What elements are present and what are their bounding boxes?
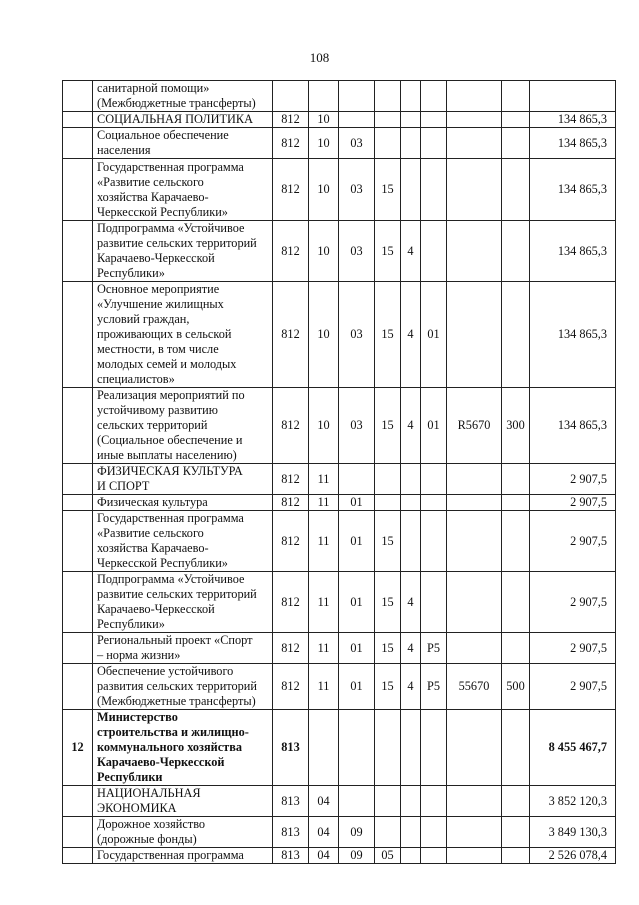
subprogram-code-cell: 4 (401, 633, 421, 664)
direction-code-cell: 55670 (447, 664, 502, 710)
item-name-cell: санитарной помощи» (Межбюджетные трансферты) (93, 81, 273, 112)
ministry-code-cell: 812 (273, 633, 309, 664)
subprogram-code-cell (401, 495, 421, 511)
subprogram-code-cell (401, 464, 421, 495)
activity-code-cell: 01 (421, 388, 447, 464)
ministry-code-cell: 812 (273, 572, 309, 633)
ministry-code-cell: 812 (273, 112, 309, 128)
expense-type-code-cell (502, 511, 530, 572)
activity-code-cell: 01 (421, 282, 447, 388)
expense-type-code-cell (502, 221, 530, 282)
amount-cell: 2 526 078,4 (530, 848, 616, 864)
subprogram-code-cell: 4 (401, 664, 421, 710)
section-code-cell: 04 (309, 817, 339, 848)
ministry-code-cell: 813 (273, 710, 309, 786)
section-code-cell: 11 (309, 664, 339, 710)
expense-type-code-cell (502, 572, 530, 633)
direction-code-cell (447, 633, 502, 664)
item-name-cell: Государственная программа «Развитие сельского хозяйства Карачаево- Черкесской Республики» (93, 159, 273, 221)
program-code-cell: 15 (375, 221, 401, 282)
item-name-cell: Подпрограмма «Устойчивое развитие сельских территорий Карачаево-Черкесской Республики» (93, 572, 273, 633)
section-code-cell: 10 (309, 112, 339, 128)
item-name-cell: СОЦИАЛЬНАЯ ПОЛИТИКА (93, 112, 273, 128)
activity-code-cell (421, 159, 447, 221)
row-number-cell (63, 786, 93, 817)
subprogram-code-cell (401, 81, 421, 112)
program-code-cell: 05 (375, 848, 401, 864)
subprogram-code-cell (401, 511, 421, 572)
table-row (63, 511, 616, 572)
section-code-cell: 10 (309, 159, 339, 221)
section-code-cell: 10 (309, 221, 339, 282)
subprogram-code-cell: 4 (401, 388, 421, 464)
amount-cell: 134 865,3 (530, 221, 616, 282)
section-code-cell: 11 (309, 495, 339, 511)
expense-type-code-cell (502, 848, 530, 864)
direction-code-cell (447, 159, 502, 221)
subsection-code-cell: 09 (339, 848, 375, 864)
item-name-cell: Социальное обеспечение населения (93, 128, 273, 159)
program-code-cell: 15 (375, 633, 401, 664)
expense-type-code-cell: 500 (502, 664, 530, 710)
amount-cell: 134 865,3 (530, 112, 616, 128)
amount-cell: 8 455 467,7 (530, 710, 616, 786)
activity-code-cell (421, 511, 447, 572)
ministry-code-cell: 812 (273, 282, 309, 388)
program-code-cell (375, 495, 401, 511)
table-row (63, 786, 616, 817)
activity-code-cell (421, 817, 447, 848)
program-code-cell: 15 (375, 572, 401, 633)
expense-type-code-cell (502, 710, 530, 786)
ministry-code-cell: 812 (273, 159, 309, 221)
program-code-cell: 15 (375, 159, 401, 221)
row-number-cell (63, 112, 93, 128)
program-code-cell: 15 (375, 388, 401, 464)
direction-code-cell (447, 817, 502, 848)
expense-type-code-cell (502, 112, 530, 128)
row-number-cell (63, 495, 93, 511)
program-code-cell: 15 (375, 511, 401, 572)
row-number-cell: 12 (63, 710, 93, 786)
section-code-cell (309, 81, 339, 112)
program-code-cell (375, 464, 401, 495)
activity-code-cell: P5 (421, 633, 447, 664)
subprogram-code-cell (401, 786, 421, 817)
direction-code-cell (447, 81, 502, 112)
table-row (63, 633, 616, 664)
page-number: 108 (309, 50, 330, 65)
table-row (63, 572, 616, 633)
expense-type-code-cell: 300 (502, 388, 530, 464)
program-code-cell (375, 112, 401, 128)
ministry-code-cell (273, 81, 309, 112)
ministry-code-cell: 812 (273, 388, 309, 464)
item-name-cell: Государственная программа «Развитие сельского хозяйства Карачаево- Черкесской Республики» (93, 511, 273, 572)
section-code-cell: 11 (309, 511, 339, 572)
section-code-cell: 10 (309, 282, 339, 388)
row-number-cell (63, 848, 93, 864)
section-code-cell: 11 (309, 572, 339, 633)
section-code-cell: 11 (309, 633, 339, 664)
amount-cell: 134 865,3 (530, 282, 616, 388)
amount-cell: 3 852 120,3 (530, 786, 616, 817)
program-code-cell (375, 128, 401, 159)
program-code-cell (375, 817, 401, 848)
direction-code-cell (447, 464, 502, 495)
subprogram-code-cell (401, 112, 421, 128)
expense-type-code-cell (502, 464, 530, 495)
row-number-cell (63, 159, 93, 221)
direction-code-cell (447, 511, 502, 572)
amount-cell: 2 907,5 (530, 495, 616, 511)
program-code-cell (375, 81, 401, 112)
direction-code-cell (447, 495, 502, 511)
row-number-cell (63, 817, 93, 848)
table-row (63, 282, 616, 388)
activity-code-cell (421, 112, 447, 128)
direction-code-cell (447, 572, 502, 633)
subsection-code-cell: 01 (339, 511, 375, 572)
expense-type-code-cell (502, 817, 530, 848)
subprogram-code-cell (401, 710, 421, 786)
program-code-cell: 15 (375, 282, 401, 388)
table-row (63, 664, 616, 710)
expense-type-code-cell (502, 633, 530, 664)
direction-code-cell (447, 710, 502, 786)
subsection-code-cell: 03 (339, 128, 375, 159)
program-code-cell (375, 786, 401, 817)
subsection-code-cell (339, 81, 375, 112)
section-code-cell (309, 710, 339, 786)
item-name-cell: Основное мероприятие «Улучшение жилищных условий граждан, проживающих в сельской местности, в том числе молодых семей и молодых специалистов» (93, 282, 273, 388)
amount-cell: 2 907,5 (530, 633, 616, 664)
section-code-cell: 10 (309, 128, 339, 159)
subprogram-code-cell (401, 817, 421, 848)
ministry-code-cell: 812 (273, 664, 309, 710)
direction-code-cell (447, 112, 502, 128)
ministry-code-cell: 812 (273, 464, 309, 495)
direction-code-cell (447, 282, 502, 388)
item-name-cell: ФИЗИЧЕСКАЯ КУЛЬТУРА И СПОРТ (93, 464, 273, 495)
table-row (63, 112, 616, 128)
row-number-cell (63, 511, 93, 572)
subsection-code-cell: 01 (339, 495, 375, 511)
subsection-code-cell: 01 (339, 633, 375, 664)
direction-code-cell: R5670 (447, 388, 502, 464)
table-row (63, 221, 616, 282)
activity-code-cell (421, 221, 447, 282)
table-row (63, 81, 616, 112)
row-number-cell (63, 572, 93, 633)
subsection-code-cell (339, 786, 375, 817)
amount-cell (530, 81, 616, 112)
amount-cell: 134 865,3 (530, 388, 616, 464)
ministry-code-cell: 813 (273, 786, 309, 817)
subsection-code-cell (339, 112, 375, 128)
expense-type-code-cell (502, 81, 530, 112)
amount-cell: 2 907,5 (530, 572, 616, 633)
ministry-code-cell: 812 (273, 495, 309, 511)
amount-cell: 2 907,5 (530, 464, 616, 495)
subsection-code-cell: 01 (339, 664, 375, 710)
expense-type-code-cell (502, 282, 530, 388)
activity-code-cell (421, 848, 447, 864)
row-number-cell (63, 282, 93, 388)
item-name-cell: Подпрограмма «Устойчивое развитие сельских территорий Карачаево-Черкесской Республики» (93, 221, 273, 282)
subsection-code-cell: 03 (339, 221, 375, 282)
subsection-code-cell (339, 464, 375, 495)
item-name-cell: Государственная программа (93, 848, 273, 864)
amount-cell: 3 849 130,3 (530, 817, 616, 848)
ministry-code-cell: 812 (273, 128, 309, 159)
ministry-code-cell: 812 (273, 221, 309, 282)
activity-code-cell: P5 (421, 664, 447, 710)
item-name-cell: Физическая культура (93, 495, 273, 511)
budget-table (62, 80, 616, 864)
table-row (63, 464, 616, 495)
row-number-cell (63, 81, 93, 112)
amount-cell: 134 865,3 (530, 128, 616, 159)
item-name-cell: Реализация мероприятий по устойчивому развитию сельских территорий (Социальное обеспечение и иные выплаты населению) (93, 388, 273, 464)
table-row (63, 128, 616, 159)
expense-type-code-cell (502, 128, 530, 159)
subprogram-code-cell (401, 848, 421, 864)
ministry-code-cell: 813 (273, 848, 309, 864)
expense-type-code-cell (502, 159, 530, 221)
section-code-cell: 11 (309, 464, 339, 495)
table-row (63, 159, 616, 221)
table-row (63, 710, 616, 786)
table-row (63, 848, 616, 864)
ministry-code-cell: 813 (273, 817, 309, 848)
activity-code-cell (421, 572, 447, 633)
item-name-cell: Обеспечение устойчивого развития сельских территорий (Межбюджетные трансферты) (93, 664, 273, 710)
direction-code-cell (447, 128, 502, 159)
table-row (63, 817, 616, 848)
row-number-cell (63, 633, 93, 664)
subprogram-code-cell: 4 (401, 221, 421, 282)
table-row (63, 388, 616, 464)
subprogram-code-cell: 4 (401, 282, 421, 388)
expense-type-code-cell (502, 495, 530, 511)
section-code-cell: 04 (309, 848, 339, 864)
amount-cell: 2 907,5 (530, 664, 616, 710)
subsection-code-cell: 01 (339, 572, 375, 633)
table-body (63, 81, 616, 864)
subsection-code-cell: 03 (339, 282, 375, 388)
activity-code-cell (421, 128, 447, 159)
subsection-code-cell: 03 (339, 388, 375, 464)
direction-code-cell (447, 848, 502, 864)
program-code-cell: 15 (375, 664, 401, 710)
subsection-code-cell (339, 710, 375, 786)
amount-cell: 2 907,5 (530, 511, 616, 572)
section-code-cell: 10 (309, 388, 339, 464)
subprogram-code-cell (401, 128, 421, 159)
activity-code-cell (421, 495, 447, 511)
activity-code-cell (421, 786, 447, 817)
row-number-cell (63, 221, 93, 282)
row-number-cell (63, 464, 93, 495)
expense-type-code-cell (502, 786, 530, 817)
row-number-cell (63, 128, 93, 159)
row-number-cell (63, 664, 93, 710)
item-name-cell: Министерство строительства и жилищно- коммунального хозяйства Карачаево-Черкесской Республики (93, 710, 273, 786)
activity-code-cell (421, 710, 447, 786)
direction-code-cell (447, 221, 502, 282)
direction-code-cell (447, 786, 502, 817)
row-number-cell (63, 388, 93, 464)
subsection-code-cell: 03 (339, 159, 375, 221)
item-name-cell: Дорожное хозяйство (дорожные фонды) (93, 817, 273, 848)
item-name-cell: НАЦИОНАЛЬНАЯ ЭКОНОМИКА (93, 786, 273, 817)
subsection-code-cell: 09 (339, 817, 375, 848)
section-code-cell: 04 (309, 786, 339, 817)
activity-code-cell (421, 81, 447, 112)
table-row (63, 495, 616, 511)
ministry-code-cell: 812 (273, 511, 309, 572)
subprogram-code-cell (401, 159, 421, 221)
amount-cell: 134 865,3 (530, 159, 616, 221)
subprogram-code-cell: 4 (401, 572, 421, 633)
activity-code-cell (421, 464, 447, 495)
item-name-cell: Региональный проект «Спорт – норма жизни» (93, 633, 273, 664)
program-code-cell (375, 710, 401, 786)
